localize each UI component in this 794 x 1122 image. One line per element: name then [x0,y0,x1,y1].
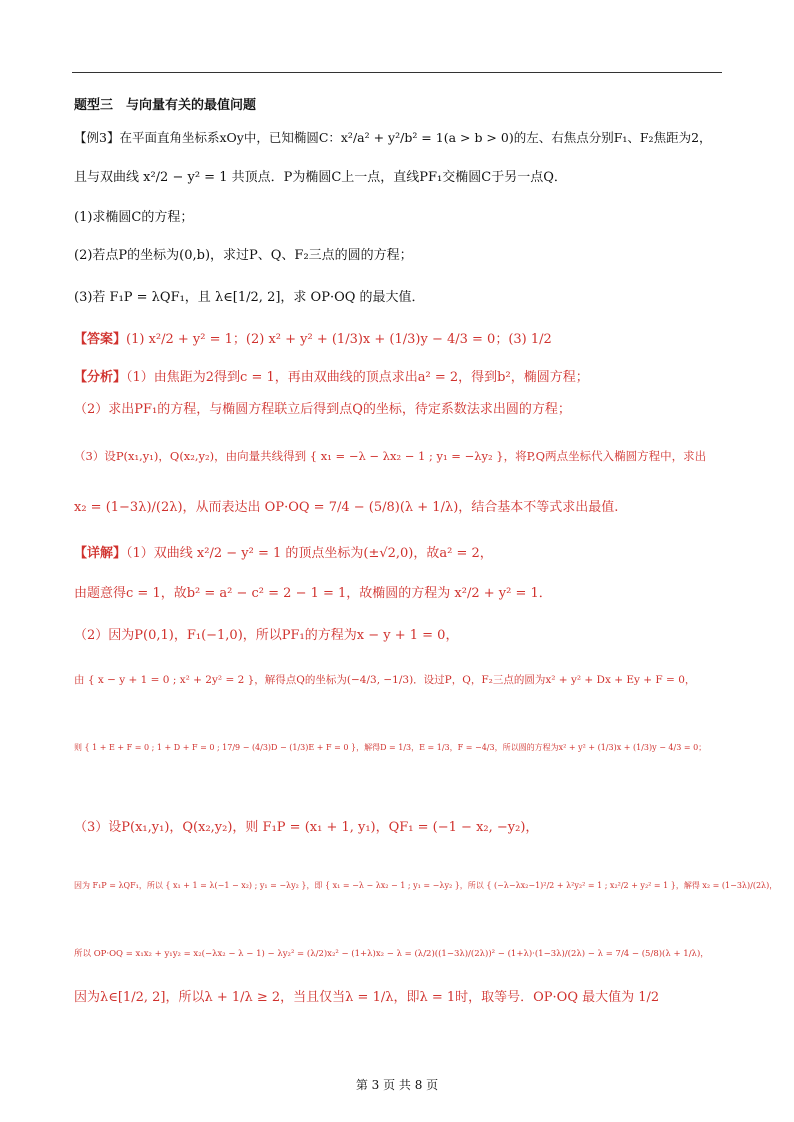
analysis-label: 【分析】 [74,370,127,385]
analysis-text-1: （1）由焦距为2得到c = 1，再由双曲线的顶点求出a² = 2，得到b²，椭圆方程； [126,370,589,385]
analysis-line-2: （2）求出PF₁的方程，与椭圆方程联立后得到点Q的坐标，待定系数法求出圆的方程； [74,402,571,417]
detail-line-1 [74,544,493,564]
answer-label: 【答案】 [74,332,127,347]
detail-label: 【详解】 [74,546,127,561]
answer-line [74,330,552,350]
detail-line-6: （3）设P(x₁,y₁)，Q(x₂,y₂)，则 F₁P = (x₁ + 1, y₁)，QF₁ = (−1 − x₂, −y₂)， [74,820,539,835]
analysis-line-1 [74,368,589,388]
answer-text: (1) x²/2 + y² = 1；(2) x² + y² + (1/3)x + (1/3)y − 4/3 = 0；(3) 1/2 [126,332,552,347]
detail-text-1: （1）双曲线 x²/2 − y² = 1 的顶点坐标为(±√2,0)，故a² = 2， [126,546,493,561]
detail-line-5: 则 { 1 + E + F = 0 ; 1 + D + F = 0 ; 17/9 − (4/3)D − (1/3)E + F = 0 }，解得D = 1/3，E = 1/3，F = −4/3，所以圆的方程为x² + y² + (1/3)x + (1/3)y − 4/3 = 0； [74,743,707,752]
example-line-2: 且与双曲线 x²/2 − y² = 1 共顶点．P为椭圆C上一点，直线PF₁交椭圆C于另一点Q． [74,170,567,185]
detail-line-7: 因为 F₁P = λQF₁，所以 { x₁ + 1 = λ(−1 − x₂) ; y₁ = −λy₂ }，即 { x₁ = −λ − λx₂ − 1 ; y₁ = −λy₂ }，所以 { (−λ−λx₂−1)²/2 + λ²y₂² = 1 ; x₂²/2 + y₂² = 1 }，解得 x₂ = (1−3λ)/(2λ)， [74,881,778,890]
analysis-line-4: x₂ = (1−3λ)/(2λ)，从而表达出 OP·OQ = 7/4 − (5/8)(λ + 1/λ)，结合基本不等式求出最值. [74,500,619,515]
detail-line-8: 所以 OP·OQ = x₁x₂ + y₁y₂ = x₂(−λx₂ − λ − 1) − λy₂² = (λ/2)x₂² − (1+λ)x₂ − λ = (λ/2)((1−3λ)/(2λ))² − (1+λ)·(1−3λ)/(2λ) − λ = 7/4 − (5/8)(λ + 1/λ)， [74,949,709,959]
question-2: (2)若点P的坐标为(0,b)，求过P、Q、F₂三点的圆的方程； [74,248,413,263]
section-title: 题型三 与向量有关的最值问题 [74,98,257,113]
example-text-1: 在平面直角坐标系xOy中，已知椭圆C：x²/a² + y²/b² = 1(a > b > 0)的左、右焦点分别F₁、F₂焦距为2， [119,130,712,145]
example-line-1 [74,128,712,148]
header-rule [72,72,722,73]
analysis-line-3: （3）设P(x₁,y₁)，Q(x₂,y₂)，由向量共线得到 { x₁ = −λ − λx₂ − 1 ; y₁ = −λy₂ }，将P,Q两点坐标代入椭圆方程中，求出 [74,449,707,463]
detail-line-2: 由题意得c = 1，故b² = a² − c² = 2 − 1 = 1，故椭圆的方程为 x²/2 + y² = 1． [74,586,552,601]
detail-line-3: （2）因为P(0,1)，F₁(−1,0)，所以PF₁的方程为x − y + 1 = 0， [74,628,459,643]
detail-line-4: 由 { x − y + 1 = 0 ; x² + 2y² = 2 }，解得点Q的坐标为(−4/3, −1/3)．设过P，Q，F₂三点的圆为x² + y² + Dx + Ey + F = 0， [74,674,696,686]
question-3: (3)若 F₁P = λQF₁，且 λ∈[1/2, 2]，求 OP·OQ 的最大值． [74,290,425,305]
detail-line-9: 因为λ∈[1/2, 2]，所以λ + 1/λ ≥ 2，当且仅当λ = 1/λ，即λ = 1时，取等号．OP·OQ 最大值为 1/2 [74,990,660,1005]
page-footer: 第 3 页 共 8 页 [355,1078,439,1092]
question-1: (1)求椭圆C的方程； [74,210,194,225]
example-label: 【例3】 [74,130,120,145]
